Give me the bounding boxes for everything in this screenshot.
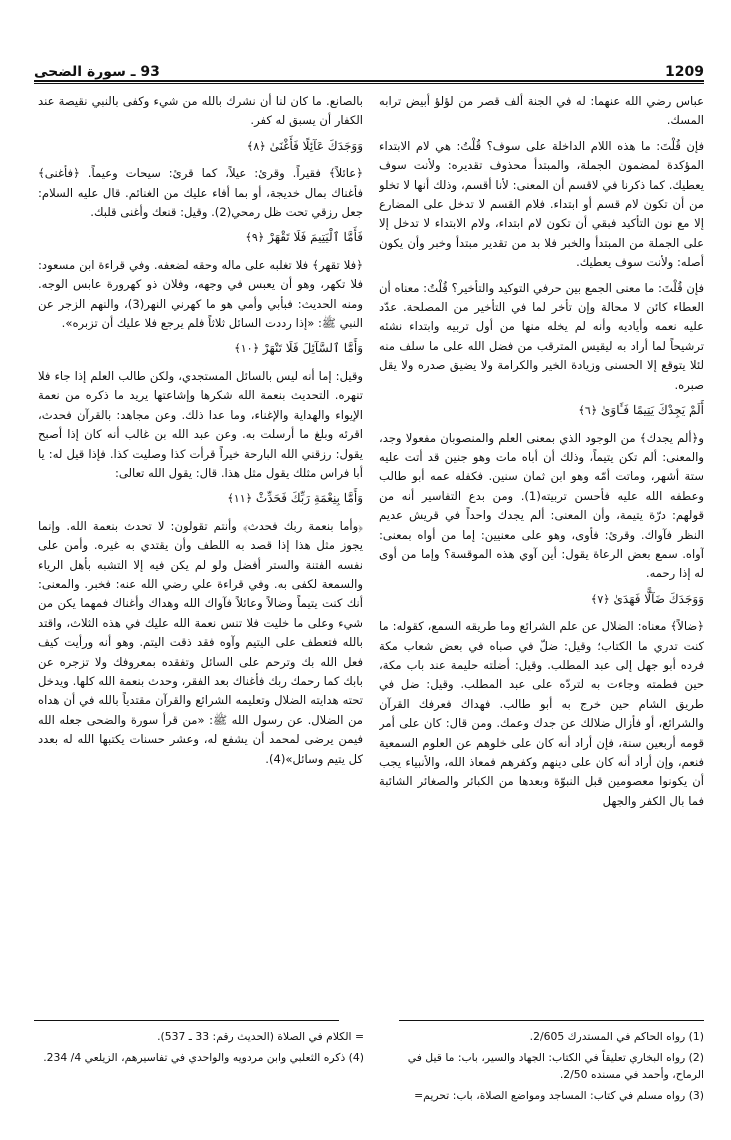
quran-verse — [38, 339, 363, 358]
commentary-paragraph: بالصانع. ما كان لنا أن نشرك بالله من شيء وكفى بالنبي نقيصة عند الكفار أن يسبق له كفر. — [38, 94, 363, 128]
verse-number: ﴿٦﴾ — [578, 404, 598, 418]
commentary-paragraph: ﴿وأما بنعمة ربك فحدث﴾ وأنتم تقولون: لا تحدث بنعمة الله. وإنما يجوز مثل هذا إذا قصد به اللطف وأن يقتدي به غيره. وأمن على نفسه الفتنة والستر أفضل ولو لم يكن فيه إلا التشبه بأهل الرياء والسمعة لكفى به. وفي قراءة علي رضي الله عنه: فخبر. والمعنى: أنك كنت يتيماً وضالاً وعائلاً فآواك الله وهداك وأغناك فمهما يكن من شيء وعلى ما خليت فلا تنس نعمة الله عليك في هذه الثلاث، واقتد بالله فتعطف على اليتيم وآوه فقد ذقت اليتم. وهو أنه ورأيت كيف فعل الله بك وترحم على السائل وتفقده بمعروفك ولا تزجره عن بابك كما رحمك ربك فأغناك بعد الفقر، وحدث بنعمة الله كلها. ويدخل تحته هدايته الضلال وتعليمه الشرائع والقرآن مقتدياً بالله في أن هداه من الضلال. عن رسول الله ﷺ: «من قرأ سورة والضحى جعله الله فيمن يرضى لمحمد أن يشفع له، وعشر حسنات يكتبها الله له بعدد كل يتيم وسائل»(4). — [38, 518, 363, 766]
quran-verse — [38, 137, 363, 156]
verse-text: وَوَجَدَكَ ضَآلًّا فَهَدَىٰ — [613, 591, 704, 606]
footnote: (2) رواه البخاري تعليقاً في الكتاب: الجهاد والسير، باب: ما قيل في الرماح، وأحمد في مسنده 2/50. — [407, 1051, 704, 1081]
quran-verse — [379, 590, 704, 609]
verse-text: وَأَمَّا بِنِعْمَةِ رَبِّكَ فَحَدِّثْ — [255, 491, 363, 506]
right-column — [379, 92, 704, 1002]
footnote: (4) ذكره الثعلبي وابن مردويه والواحدي في تفاسيرهم، الزيلعي 4/ 234. — [43, 1051, 364, 1064]
commentary-paragraph: و﴿ألم يجدك﴾ من الوجود الذي بمعنى العلم والمنصوبان مفعولا وجد، والمعنى: ألم تكن يتيماً، وذلك أن أباه مات وهو جنين قد أتت عليه ستة أشهر، وماتت أمّه وهو ابن ثمان سنين. فكفله عمه أبو طالب وعطفه الله عليه فأحسن تربيته(1). ومن بدع التفاسير أنه من قولهم: درّة يتيمة، وأن المعنى: ألم يجدك واحداً في قريش عديم النظر فآواك. وقرئ: فأوى، وهو على معنيين: إما من أواه بمعنى: آواه. سمع بعض الرعاة يقول: أين آوي هذه الموقسة؟ وإما من أوى له إذا رحمه. — [379, 430, 704, 581]
footnote-divider-right — [399, 1020, 704, 1021]
verse-number: ﴿٧﴾ — [590, 592, 610, 606]
footnote: (1) رواه الحاكم في المستدرك 2/605. — [529, 1030, 704, 1043]
header-rule — [34, 80, 704, 82]
commentary-paragraph: عباس رضي الله عنهما: له في الجنة ألف قصر من لؤلؤ أبيض ترابه المسك. — [379, 94, 704, 128]
footnotes-right — [379, 1028, 704, 1108]
commentary-paragraph: ﴿ضالاً﴾ معناه: الضلال عن علم الشرائع وما طريقه السمع، كقوله: ما كنت تدري ما الكتاب؛ وقيل: ضلّ في صباه في بعض شعاب مكة فرده أبو جهل إلى عبد المطلب. وقيل: أضلته حليمة عند باب مكة، حين فطمته وجاءت به لتردّه على عبد المطلب. وقيل: ضل في طريق الشام حين خرج به أبو طالب. فهداك فعرفك القرآن والشرائع، أو فأزال ضلالك عن جدك وعمك. ومن قال: كان على أمر قومه أربعين سنة، فإن أراد أنه كان على خلوهم عن العلوم السمعية فنعم، وإن أراد أنه كان على دينهم وكفرهم فمعاذ الله، والأنبياء يجب أن يكونوا معصومين قبل النبوّة وبعدها من الكبائر والصغائر الشائبة فما بال الكفر والجهل — [379, 619, 704, 808]
verse-number: ﴿٩﴾ — [245, 231, 265, 245]
commentary-paragraph: فإن قُلْتَ: ما هذه اللام الداخلة على سوف؟ قُلْتُ: هي لام الابتداء المؤكدة لمضمون الجملة، والمبتدأ محذوف تقديره: ولأنت سوف يعطيك. كما ذكرنا في لاقسم أن المعنى: لأنا أقسم، وذلك أنها لا تخلو من أن تكون لام قسم أو ابتداء. فلام القسم لا تدخل على المضارع إلا مع نون التأكيد فبقي أن تكون لام ابتداء، ولام الابتداء لا تدخل إلا على الجملة من المبتدأ والخبر فلا بد من تقدير مبتدأ وخبر وأن يكون أصله: ولأنت سوف يعطيك. — [379, 138, 704, 270]
quran-verse — [379, 401, 704, 420]
footnote: (3) رواه مسلم في كتاب: المساجد ومواضع الصلاة، باب: تحريم= — [414, 1089, 704, 1102]
verse-number: ﴿٨﴾ — [246, 139, 266, 153]
commentary-paragraph: وقيل: إما أنه ليس بالسائل المستجدي، ولكن طالب العلم إذا جاء فلا تنهره. التحديث بنعمة الله شكرها وإشاعتها يريد ما ذكره من نعمة الإيواء والهداية والإغناء، وما عدا ذلك. وعن مجاهد: بالقرآن فحدث، اقرئه وبلغ ما أرسلت به. وعن عبد الله بن غالب أنه كان إذا أصبح يقول: رزقني الله البارحة خيراً قرأت كذا وصليت كذا. فإذا قيل له: يا أبا فراس مثلك يقول مثل هذا. قال: يقول الله تعالى: — [38, 368, 363, 480]
verse-number: ﴿١٠﴾ — [234, 342, 260, 356]
quran-verse — [38, 228, 363, 247]
verse-text: أَلَمْ يَجِدْكَ يَتِيمًا فَـَٔاوَىٰ — [601, 403, 704, 418]
verse-number: ﴿١١﴾ — [227, 492, 253, 506]
verse-text: وَوَجَدَكَ عَآئِلًا فَأَغْنَىٰ — [269, 138, 363, 153]
page-number: 1209 — [665, 64, 704, 80]
verse-text: وَأَمَّا ٱلسَّآئِلَ فَلَا تَنْهَرْ — [262, 341, 363, 356]
header-rule-thin — [34, 83, 704, 84]
commentary-paragraph: ﴿عائلاً﴾ فقيراً. وقرئ: عيلاً، كما قرئ: سيحات وعيماً. ﴿فأغنى﴾ فأغناك بمال خديجة، أو بما أفاء عليك من الغنائم. قال عليه السلام: جعل رزقي تحت ظل رمحي(2). وقيل: قنعك وأغنى قلبك. — [38, 166, 363, 220]
left-column — [38, 92, 363, 1002]
commentary-paragraph: ﴿فلا تقهر﴾ فلا تغلبه على ماله وحقه لضعفه. وفي قراءة ابن مسعود: فلا تكهر، وهو أن يعبس في وجهه، وفلان ذو كهرورة عابس الوجه. ومنه الحديث: فبأبي وأمي هو ما كهرني النهر(3)، والنهم الزجر عن النبي ﷺ: «إذا رددت السائل ثلاثاً فلم يرجع فلا عليك أن تزبره». — [38, 257, 363, 331]
footnotes-left — [34, 1028, 364, 1070]
commentary-paragraph: فإن قُلْتَ: ما معنى الجمع بين حرفي التوكيد والتأخير؟ قُلْتُ: معناه أن العطاء كائن لا محالة وإن تأخر لما في التأخير من المصلحة. عدّد عليه نعمه وأياديه وأنه لم يخله منها من أول تربيه وابتداء نشئه ترشيحاً لما أراد به ليقيس المترقب من فضل الله على ما سلف منه لئلا يتوقع إلا الحسنى وزيادة الخير والكرامة ولا يضيق صدره ولا يقل صبره. — [379, 280, 704, 392]
page-header — [34, 56, 704, 80]
verse-text: فَأَمَّا ٱلْيَتِيمَ فَلَا تَقْهَرْ — [268, 230, 363, 245]
footnote: = الكلام في الصلاة (الحديث رقم: 33 ـ 537). — [157, 1030, 364, 1043]
quran-verse — [38, 489, 363, 508]
footnote-divider-left — [34, 1020, 339, 1021]
surah-title: 93 ـ سورة الضحى — [34, 64, 160, 80]
